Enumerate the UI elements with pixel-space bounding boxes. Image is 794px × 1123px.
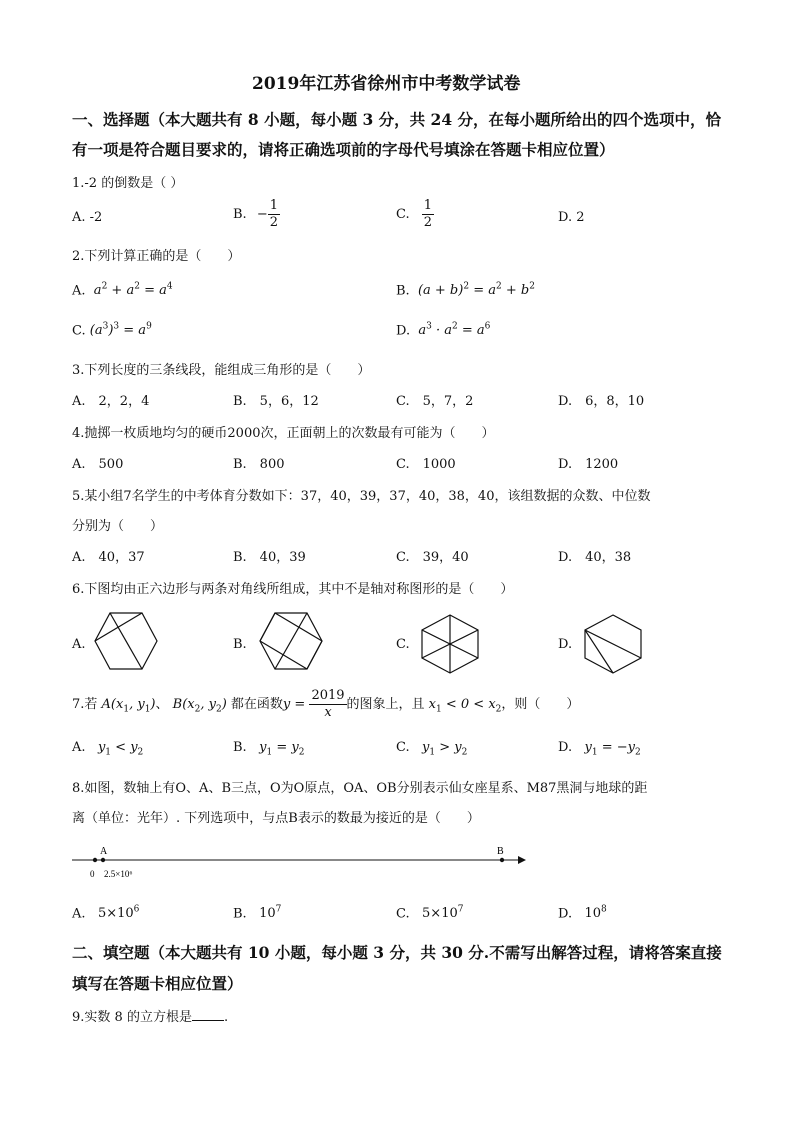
separator: 、 — [155, 697, 169, 712]
page-title: 2019年江苏省徐州市中考数学试卷 — [252, 74, 521, 94]
formula: $a^2 + a^2 = a^4$ — [93, 282, 173, 299]
option-label: D. — [558, 740, 573, 755]
question-8-stem-line2: 离（单位：光年）. 下列选项中，与点B表示的数最为接近的是（ ） — [72, 811, 480, 826]
option-label: B. — [233, 207, 247, 222]
formula: $10^8$ — [584, 905, 607, 922]
arrow-head-icon — [518, 856, 526, 864]
numerator: 1 — [423, 198, 433, 213]
formula: $y_1 = y_2$ — [259, 740, 305, 758]
question-4-option-c: C. 1000 — [396, 457, 456, 472]
stem-prefix: 7.若 — [72, 697, 98, 712]
point-o — [93, 858, 97, 862]
hexagon-figure-a — [93, 611, 159, 671]
stem-suffix: ，则（ ） — [501, 697, 580, 712]
question-9-stem — [72, 1006, 228, 1025]
question-1-option-d: D. 2 — [558, 210, 585, 225]
option-label: B. — [233, 740, 247, 755]
question-7-option-d — [558, 740, 641, 758]
number-line-figure — [70, 840, 530, 882]
denominator: 2 — [423, 215, 433, 230]
question-5-option-d: D. 40，38 — [558, 550, 632, 565]
diagonal — [585, 630, 641, 658]
question-5-option-b: B. 40，39 — [233, 550, 306, 565]
question-1-option-c — [396, 198, 434, 231]
formula: $y_1 < y_2$ — [97, 740, 144, 758]
question-7-option-c — [396, 740, 467, 758]
question-5-stem-line1: 5.某小组7名学生的中考体育分数如下：37，40，39，37，40，38，40，该组数据的众数、中位数 — [72, 489, 651, 504]
minus-sign: − — [256, 207, 268, 222]
question-4-stem: 4.抛掷一枚质地均匀的硬币2000次，正面朝上的次数最有可能为（ ） — [72, 426, 495, 441]
question-8-option-c — [396, 905, 463, 921]
question-4-option-a: A. 500 — [72, 457, 124, 472]
question-2-option-c — [72, 322, 152, 338]
question-6-option-d-label: D. — [558, 637, 573, 652]
diagonal — [260, 613, 275, 641]
question-2-option-a — [72, 282, 173, 298]
formula: $a^3 \cdot a^2 = a^6$ — [418, 322, 491, 339]
stem-text: 的图象上，且 — [346, 697, 425, 712]
option-label: C. — [396, 740, 410, 755]
question-6-option-a-label: A. — [72, 637, 86, 652]
point-b — [500, 858, 504, 862]
section-1-heading-line2: 有一项是符合题目要求的，请将正确选项前的字母代号填涂在答题卡相应位置） — [72, 140, 615, 159]
section-2-heading-line2: 填写在答题卡相应位置） — [72, 974, 243, 993]
diagonal — [110, 613, 142, 669]
option-label: B. — [233, 906, 247, 922]
formula: $y_1 > y_2$ — [422, 740, 468, 758]
question-4-option-b: B. 800 — [233, 457, 285, 472]
label-b: B — [497, 846, 504, 857]
fraction — [422, 198, 434, 231]
stem-text: 9.实数 8 的立方根是 — [72, 1010, 192, 1025]
question-5-option-c: C. 39，40 — [396, 550, 469, 565]
option-label: B. — [396, 283, 410, 299]
question-4-option-d: D. 1200 — [558, 457, 619, 472]
denominator: x — [324, 705, 332, 720]
hexagon-figure-d — [582, 613, 644, 675]
section-2-heading-line1: 二、填空题（本大题共有 10 小题，每小题 3 分，共 30 分.不需写出解答过程，请将答案直接 — [72, 943, 722, 962]
question-2-stem: 2.下列计算正确的是（ ） — [72, 249, 241, 264]
formula: $(a^3)^3 = a^9$ — [89, 322, 152, 339]
hexagon-figure-c — [419, 613, 481, 675]
function-formula: y = — [282, 697, 310, 712]
option-label: C. — [396, 207, 410, 222]
formula: $10^7$ — [259, 905, 282, 922]
question-6-stem: 6.下图均由正六边形与两条对角线所组成，其中不是轴对称图形的是（ ） — [72, 582, 514, 597]
fraction — [268, 198, 280, 231]
question-6-option-c-label: C. — [396, 637, 410, 652]
tick-label-a: 2.5×10⁶ — [104, 869, 133, 879]
formula: $5\times 10^7$ — [422, 905, 464, 922]
option-label: C. — [72, 323, 86, 339]
question-8-stem-line1: 8.如图，数轴上有O、A、B三点，O为O原点，OA、OB分别表示仙女座星系、M87黑洞与地球的距 — [72, 781, 648, 796]
numerator: 1 — [269, 198, 279, 213]
point-a: $A(x_1$, $y_1$) — [97, 697, 156, 715]
question-5-option-a: A. 40，37 — [72, 550, 145, 565]
option-label: A. — [72, 283, 86, 299]
question-3-option-d: D. 6，8，10 — [558, 394, 645, 409]
question-1-option-b — [233, 198, 280, 231]
question-8-option-b — [233, 905, 281, 921]
question-6-option-b-label: B. — [233, 637, 247, 652]
hexagon-figure-b — [258, 611, 324, 671]
option-label: D. — [396, 323, 411, 339]
question-3-option-c: C. 5，7，2 — [396, 394, 474, 409]
option-label: D. — [558, 906, 573, 922]
tick-label-zero: 0 — [90, 869, 95, 879]
inequality: $x_1 < 0 < x_2$ — [424, 697, 502, 715]
question-3-option-a: A. 2，2，4 — [72, 394, 150, 409]
diagonal — [307, 641, 322, 669]
answer-blank[interactable] — [192, 1008, 224, 1021]
option-label: A. — [72, 906, 86, 922]
question-5-stem-line2: 分别为（ ） — [72, 519, 164, 534]
formula: $(a + b)^2 = a^2 + b^2$ — [417, 282, 535, 299]
point-a — [101, 858, 105, 862]
stem-end: . — [223, 1010, 229, 1025]
option-label: C. — [396, 906, 410, 922]
formula: $5\times 10^6$ — [97, 905, 140, 922]
denominator: 2 — [269, 215, 279, 230]
section-1-heading-line1: 一、选择题（本大题共有 8 小题，每小题 3 分，共 24 分，在每小题所给出的四个选项中，恰 — [72, 110, 722, 129]
question-7-stem — [72, 688, 579, 721]
diagonal — [275, 613, 307, 669]
fraction — [309, 688, 346, 721]
question-2-option-d — [396, 322, 490, 338]
question-7-option-b — [233, 740, 304, 758]
formula: $y_1 = -y_2$ — [584, 740, 641, 758]
question-1-option-a: A. -2 — [72, 210, 103, 225]
question-3-option-b: B. 5，6，12 — [233, 394, 319, 409]
question-8-option-d — [558, 905, 607, 921]
question-7-option-a — [72, 740, 143, 758]
question-8-option-a — [72, 905, 139, 921]
option-label: A. — [72, 740, 86, 755]
question-2-option-b — [396, 282, 535, 298]
point-b: $B(x_2$, $y_2$) — [168, 697, 231, 715]
question-1-stem: 1.-2 的倒数是（ ） — [72, 176, 184, 191]
question-3-stem: 3.下列长度的三条线段，能组成三角形的是（ ） — [72, 363, 371, 378]
label-a: A — [100, 846, 108, 857]
stem-text: 都在函数 — [230, 697, 283, 712]
numerator: 2019 — [311, 688, 345, 703]
